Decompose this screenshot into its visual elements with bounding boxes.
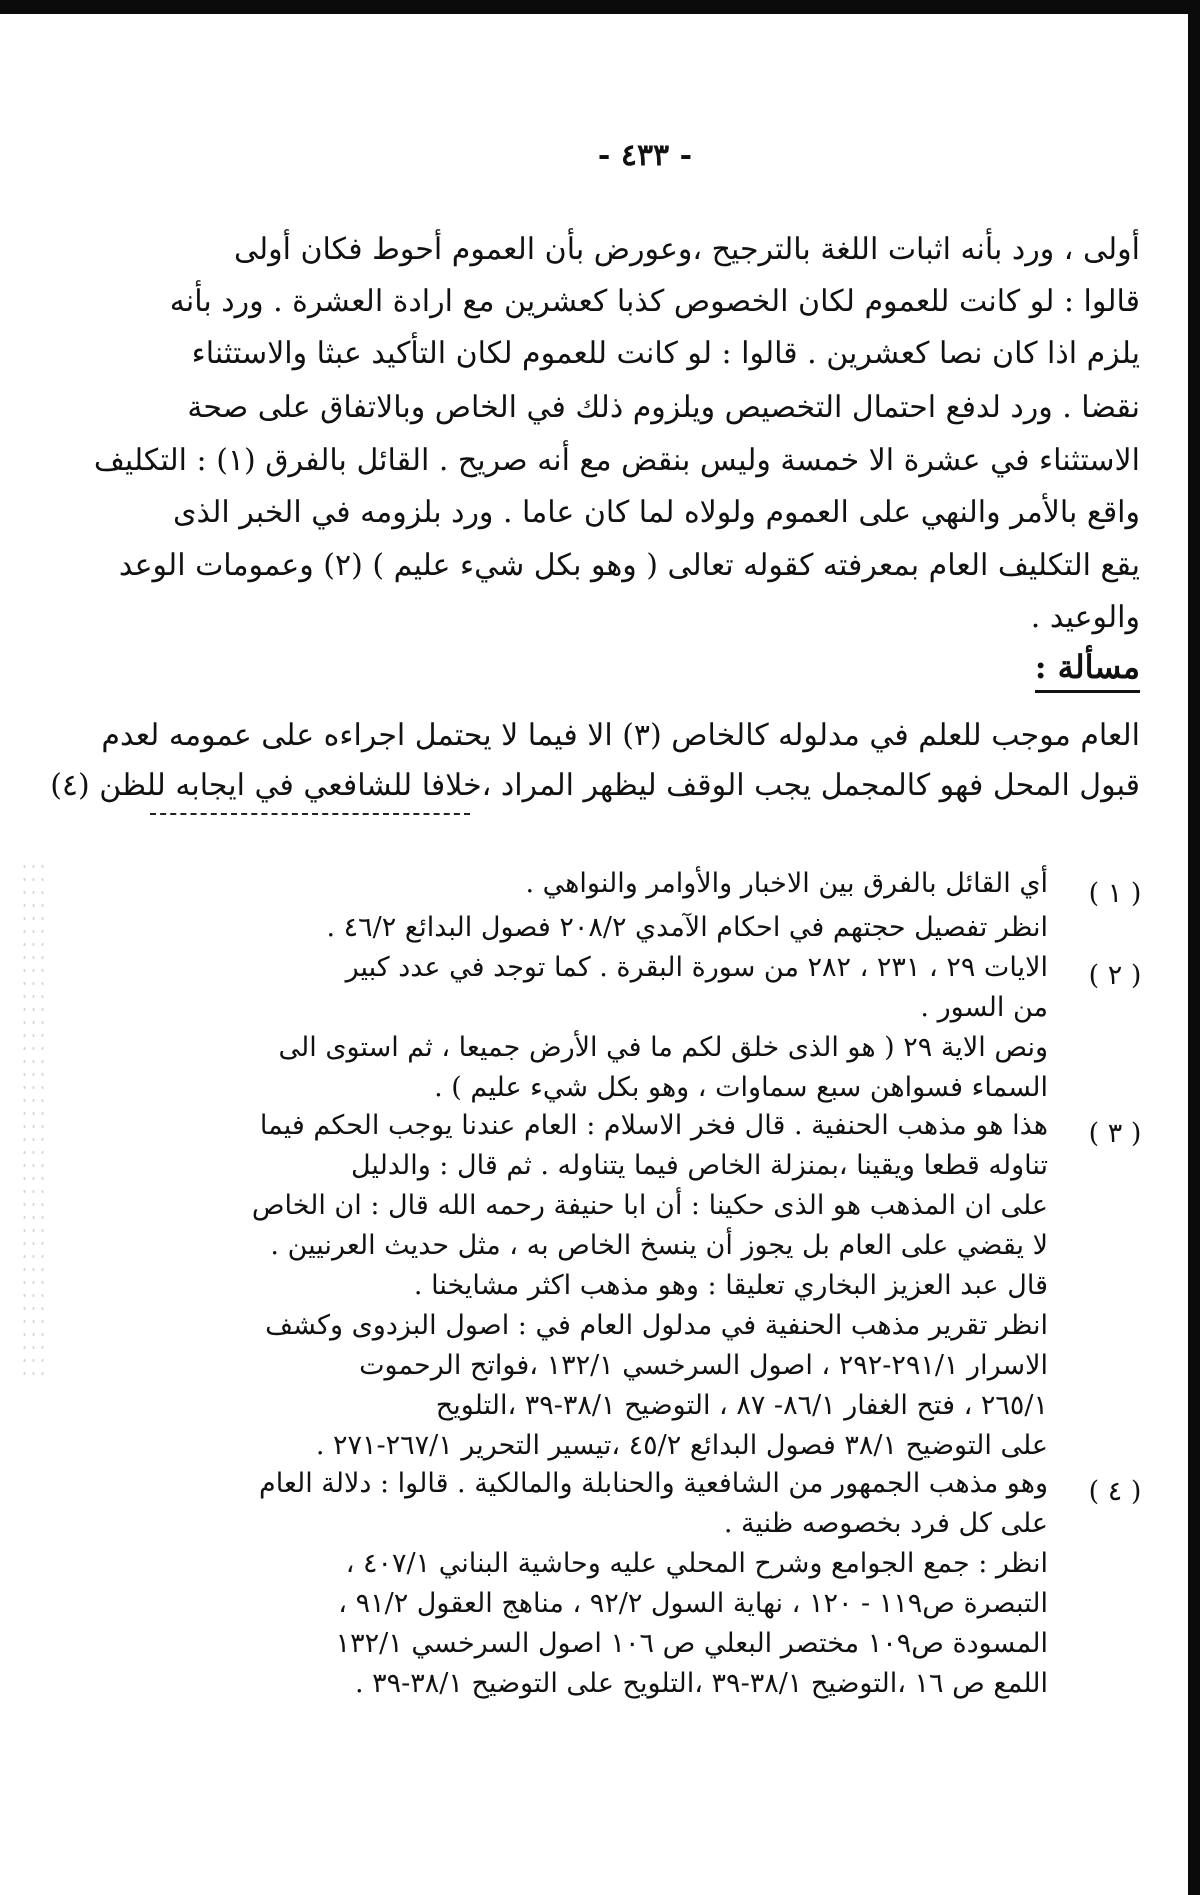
body-line: قبول المحل فهو كالمجمل يجب الوقف ليظهر المراد ،خلافا للشافعي في ايجابه للظن (٤) <box>50 768 1140 803</box>
footnote-separator <box>150 813 470 815</box>
scan-speckle <box>20 860 50 1380</box>
page-number: - ٤٣٣ - <box>597 138 693 173</box>
footnote-line: أي القائل بالفرق بين الاخبار والأوامر والنواهي . <box>525 868 1048 899</box>
footnote-line: التبصرة ص١١٩ - ١٢٠ ، نهاية السول ٩٢/٢ ، مناهج العقول ٩١/٢ ، <box>338 1588 1048 1619</box>
footnote-line: المسودة ص١٠٩ مختصر البعلي ص ١٠٦ اصول السرخسي ١٣٢/١ <box>335 1628 1048 1659</box>
body-line: واقع بالأمر والنهي على العموم ولولاه لما كان عاما . ورد بلزومه في الخبر الذى <box>172 495 1140 530</box>
footnote-line: لا يقضي على العام بل يجوز أن ينسخ الخاص به ، مثل حديث العرنيين . <box>270 1230 1048 1261</box>
body-line: أولى ، ورد بأنه اثبات اللغة بالترجيح ،وعورض بأن العموم أحوط فكان أولى <box>233 232 1140 267</box>
footnote-number: ( ٣ ) <box>1088 1118 1142 1149</box>
footnote-line: على التوضيح ٣٨/١ فصول البدائع ٤٥/٢ ،تيسير التحرير ٢٦٧/١-٢٧١ . <box>315 1430 1048 1461</box>
right-scan-edge <box>1188 0 1200 1895</box>
footnote-line: السماء فسواهن سبع سماوات ، وهو بكل شيء عليم ) . <box>434 1072 1048 1103</box>
footnote-number: ( ٢ ) <box>1088 960 1142 991</box>
footnote-line: قال عبد العزيز البخاري تعليقا : وهو مذهب اكثر مشايخنا . <box>413 1270 1048 1301</box>
footnote-line: انظر تقرير مذهب الحنفية في مدلول العام في : اصول البزدوى وكشف <box>265 1310 1048 1341</box>
footnote-line: الاسرار ٢٩١/١-٢٩٢ ، اصول السرخسي ١٣٢/١ ،فواتح الرحموت <box>359 1350 1048 1381</box>
footnote-line: تناوله قطعا ويقينا ،بمنزلة الخاص فيما يتناوله . ثم قال : والدليل <box>350 1150 1048 1181</box>
footnote-line: الايات ٢٩ ، ٢٣١ ، ٢٨٢ من سورة البقرة . كما توجد في عدد كبير <box>345 952 1048 983</box>
footnote-line: هذا هو مذهب الحنفية . قال فخر الاسلام : العام عندنا يوجب الحكم فيما <box>259 1110 1048 1141</box>
footnote-line: ٢٦٥/١ ، فتح الغفار ٨٦/١- ٨٧ ، التوضيح ٣٨/١-٣٩ ،التلويح <box>435 1390 1048 1421</box>
footnote-line: وهو مذهب الجمهور من الشافعية والحنابلة والمالكية . قالوا : دلالة العام <box>259 1468 1048 1499</box>
section-heading: مسألة : <box>1035 648 1140 693</box>
footnote-line: انظر : جمع الجوامع وشرح المحلي عليه وحاشية البناني ٤٠٧/١ ، <box>345 1548 1048 1579</box>
footnote-line: على ان المذهب هو الذى حكينا : أن ابا حنيفة رحمه الله قال : ان الخاص <box>251 1190 1048 1221</box>
body-line: نقضا . ورد لدفع احتمال التخصيص ويلزوم ذلك في الخاص وبالاتفاق على صحة <box>187 390 1140 425</box>
footnote-line: انظر تفصيل حجتهم في احكام الآمدي ٢٠٨/٢ فصول البدائع ٤٦/٢ . <box>326 912 1048 943</box>
document-page <box>50 0 1142 1895</box>
body-line: الاستثناء في عشرة الا خمسة وليس بنقض مع أنه صريح . القائل بالفرق (١) : التكليف <box>93 443 1140 478</box>
body-line: والوعيد . <box>1030 600 1140 635</box>
footnote-number: ( ٤ ) <box>1088 1476 1142 1507</box>
body-line: العام موجب للعلم في مدلوله كالخاص (٣) الا فيما لا يحتمل اجراءه على عمومه لعدم <box>101 718 1140 753</box>
footnote-number: ( ١ ) <box>1088 878 1142 909</box>
footnote-line: اللمع ص ١٦ ،التوضيح ٣٨/١-٣٩ ،التلويح على التوضيح ٣٨/١-٣٩ . <box>354 1668 1048 1699</box>
footnote-line: من السور . <box>920 992 1048 1023</box>
body-line: يلزم اذا كان نصا كعشرين . قالوا : لو كانت للعموم لكان التأكيد عبثا والاستثناء <box>191 336 1140 371</box>
footnote-line: ونص الاية ٢٩ ( هو الذى خلق لكم ما في الأرض جميعا ، ثم استوى الى <box>278 1032 1048 1063</box>
body-line: قالوا : لو كانت للعموم لكان الخصوص كذبا كعشرين مع ارادة العشرة . ورد بأنه <box>169 284 1140 319</box>
body-line: يقع التكليف العام بمعرفته كقوله تعالى ( وهو بكل شيء عليم ) (٢) وعمومات الوعد <box>118 548 1140 583</box>
footnote-line: على كل فرد بخصوصه ظنية . <box>723 1508 1048 1539</box>
